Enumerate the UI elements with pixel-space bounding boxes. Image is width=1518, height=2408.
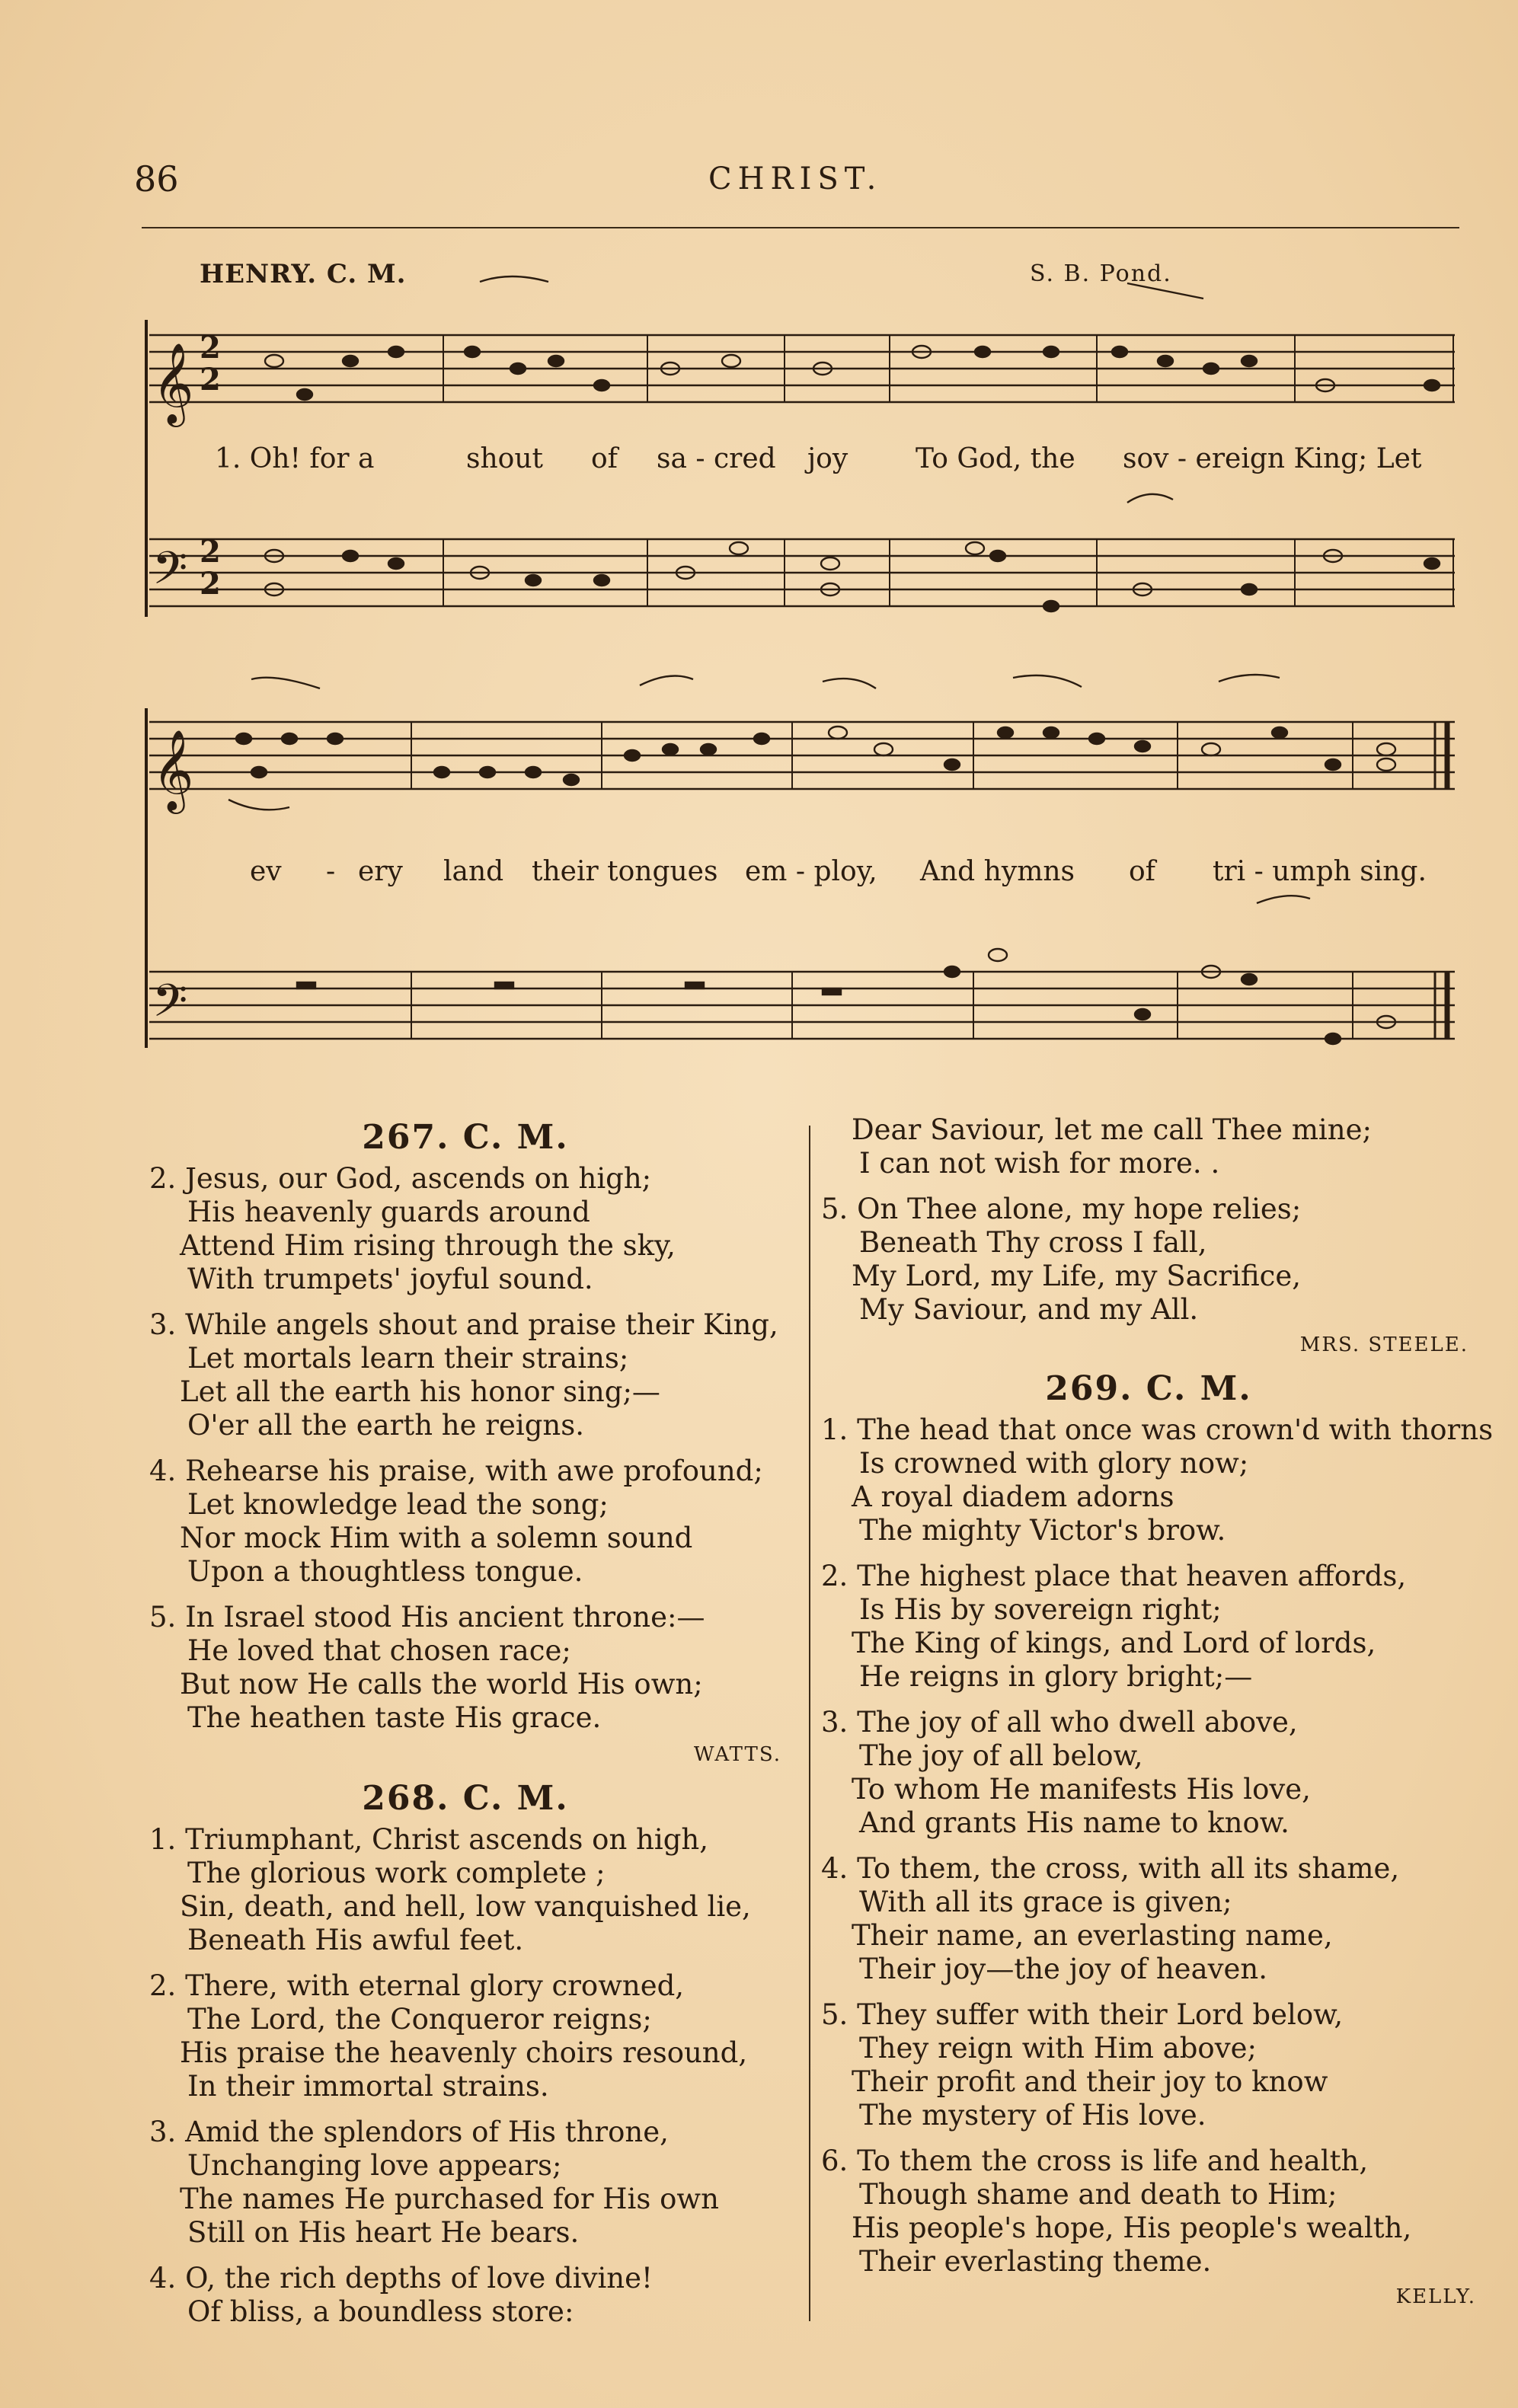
lyric-syllable: 1. Oh! for a xyxy=(215,443,375,474)
lyric-syllable: To God, the xyxy=(916,443,1075,474)
hymn-268-stanza-2: 2. There, with eternal glory crowned, The Lord, the Conqueror reigns; His praise the heavenly choirs resound, In their immortal strains. xyxy=(149,1969,748,2103)
lyric-syllable: tri - umph sing. xyxy=(1213,856,1427,887)
svg-text:2: 2 xyxy=(200,330,221,366)
hymn-269-stanza-1: 1. The head that once was crown'd with thorns Is crowned with glory now; A royal diadem adorns The mighty Victor's brow. xyxy=(821,1413,1494,1547)
hymn-269-stanza-2: 2. The highest place that heaven affords, Is His by sovereign right; The King of kings, and Lord of lords, He reigns in glory bright;— xyxy=(821,1560,1407,1693)
composer: S. B. Pond. xyxy=(1030,260,1172,287)
tune-name: HENRY. C. M. xyxy=(200,259,407,289)
hymn-268-stanza-5: 5. On Thee alone, my hope relies; Beneath Thy cross I fall, My Lord, my Life, my Sacrifice, My Saviour, and my All. xyxy=(821,1193,1302,1326)
hymn-269-stanza-3: 3. The joy of all who dwell above, The joy of all below, To whom He manifests His love, And grants His name to know. xyxy=(821,1706,1311,1839)
lyric-syllable: sov - ereign King; Let xyxy=(1123,443,1422,474)
lyric-syllable: shout xyxy=(466,443,543,474)
svg-text:2: 2 xyxy=(200,566,221,602)
svg-text:𝄢: 𝄢 xyxy=(152,974,188,1038)
bass-staff-1 xyxy=(149,539,1455,606)
lyric-syllable: ery xyxy=(358,856,403,887)
hymn-267-author: WATTS. xyxy=(693,1743,781,1766)
column-divider xyxy=(809,1126,810,2321)
svg-text:2: 2 xyxy=(200,534,221,570)
music-score xyxy=(0,0,1518,1081)
right-column xyxy=(821,1113,1494,2324)
lyric-syllable: of xyxy=(1129,856,1155,887)
hymn-268-stanza-3: 3. Amid the splendors of His throne, Unchanging love appears; The names He purchased for His own Still on His heart He bears. xyxy=(149,2116,719,2249)
hymn-268-stanza-1: 1. Triumphant, Christ ascends on high, The glorious work complete ; Sin, death, and hell, low vanquished lie, Beneath His awful feet. xyxy=(149,1823,751,1956)
hymn-269-author: KELLY. xyxy=(1395,2285,1476,2308)
lyric-syllable: ev xyxy=(250,856,282,887)
svg-text:𝄢: 𝄢 xyxy=(152,541,188,605)
lyric-syllable: And hymns xyxy=(920,856,1075,887)
hymn-267-stanza-4: 4. Rehearse his praise, with awe profound; Let knowledge lead the song; Nor mock Him with a solemn sound Upon a thoughtless tongue. xyxy=(149,1455,763,1588)
hymn-268-stanza-4b: Dear Saviour, let me call Thee mine; I can not wish for more. . xyxy=(852,1113,1372,1180)
lyric-syllable: em - ploy, xyxy=(745,856,877,887)
hymn-269-stanza-6: 6. To them the cross is life and health, Though shame and death to Him; His people's hope, His people's wealth, Their everlasting theme. xyxy=(821,2145,1412,2278)
running-title: CHRIST. xyxy=(708,161,883,196)
lyric-syllable: their tongues xyxy=(532,856,718,887)
svg-text:2: 2 xyxy=(200,362,221,398)
lyric-syllable: sa - cred xyxy=(657,443,776,474)
lyric-syllable: joy xyxy=(807,443,848,474)
lyric-syllable: of xyxy=(591,443,618,474)
treble-staff-2 xyxy=(149,722,1455,789)
hymn-267-stanza-3: 3. While angels shout and praise their King, Let mortals learn their strains; Let all the earth his honor sing;— O'er all the earth he reigns. xyxy=(149,1308,778,1442)
lyric-syllable: land xyxy=(443,856,504,887)
hymn-267-stanza-5: 5. In Israel stood His ancient throne:— He loved that chosen race; But now He calls the world His own; The heathen taste His grace. xyxy=(149,1601,705,1734)
treble-staff-1 xyxy=(149,335,1455,402)
hymn-269-stanza-5: 5. They suffer with their Lord below, They reign with Him above; Their profit and their joy to know The mystery of His love. xyxy=(821,1998,1344,2132)
svg-text:𝄞: 𝄞 xyxy=(152,729,194,810)
svg-text:𝄞: 𝄞 xyxy=(152,342,194,423)
page-number: 86 xyxy=(134,158,179,200)
hymn-268-stanza-4a: 4. O, the rich depths of love divine! Of bliss, a boundless store: xyxy=(149,2262,653,2328)
hymn-267-stanza-2: 2. Jesus, our God, ascends on high; His heavenly guards around Attend Him rising through the sky, With trumpets' joyful sound. xyxy=(149,1162,676,1295)
lyric-syllable: - xyxy=(326,856,336,887)
bass-staff-2 xyxy=(149,972,1455,1039)
hymn-269-stanza-4: 4. To them, the cross, with all its shame, With all its grace is given; Their name, an everlasting name, Their joy—the joy of heaven. xyxy=(821,1852,1400,1985)
left-column xyxy=(149,1116,781,2341)
hymn-269-title: 269. C. M. xyxy=(1045,1369,1252,1408)
hymn-267-title: 267. C. M. xyxy=(362,1118,569,1157)
hymn-268-author: MRS. STEELE. xyxy=(1299,1333,1468,1356)
hymn-268-title: 268. C. M. xyxy=(362,1779,569,1818)
